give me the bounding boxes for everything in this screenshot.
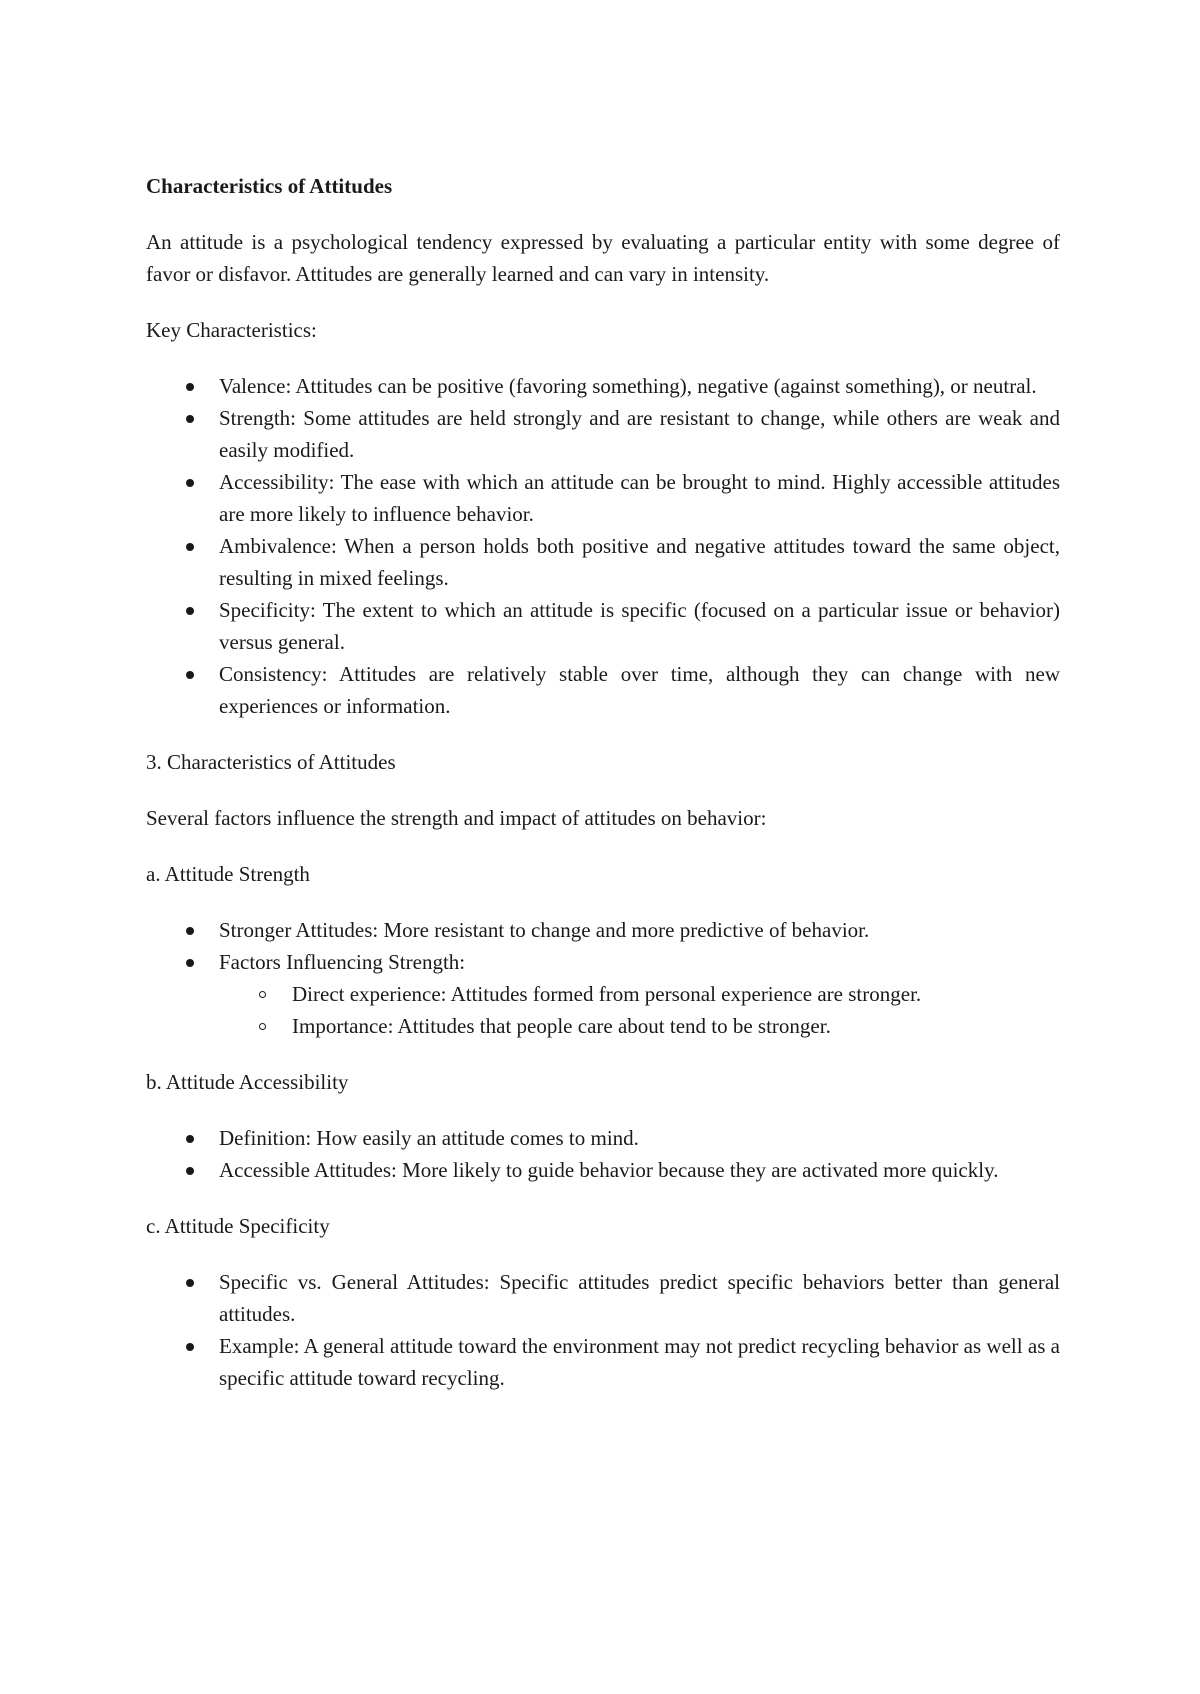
- sublist-item: Direct experience: Attitudes formed from personal experience are stronger.: [219, 978, 1060, 1010]
- attitude-accessibility-heading: b. Attitude Accessibility: [146, 1070, 349, 1094]
- key-characteristics-heading: Key Characteristics:: [146, 318, 317, 342]
- list-item: Example: A general attitude toward the environment may not predict recycling behavior as well as a specific attitude toward recycling.: [146, 1330, 1060, 1394]
- attitude-accessibility-list: [146, 1122, 1060, 1186]
- list-item: Definition: How easily an attitude comes to mind.: [146, 1122, 1060, 1154]
- list-item: Accessible Attitudes: More likely to guide behavior because they are activated more quickly.: [146, 1154, 1060, 1186]
- list-item: Ambivalence: When a person holds both positive and negative attitudes toward the same object, resulting in mixed feelings.: [146, 530, 1060, 594]
- list-item: Accessibility: The ease with which an attitude can be brought to mind. Highly accessible attitudes are more likely to influence behavior.: [146, 466, 1060, 530]
- intro-paragraph: An attitude is a psychological tendency expressed by evaluating a particular entity with some degree of favor or disfavor. Attitudes are generally learned and can vary in intensity.: [146, 230, 1060, 286]
- list-item: [146, 946, 1060, 1042]
- key-characteristics-list: [146, 370, 1060, 722]
- attitude-strength-heading: a. Attitude Strength: [146, 862, 310, 886]
- section-3-intro: Several factors influence the strength and impact of attitudes on behavior:: [146, 806, 767, 830]
- list-item: Stronger Attitudes: More resistant to change and more predictive of behavior.: [146, 914, 1060, 946]
- document-page: [146, 170, 1060, 1418]
- list-item-label: Factors Influencing Strength:: [219, 950, 466, 974]
- attitude-specificity-heading: c. Attitude Specificity: [146, 1214, 330, 1238]
- list-item: Specificity: The extent to which an attitude is specific (focused on a particular issue or behavior) versus general.: [146, 594, 1060, 658]
- list-item: Strength: Some attitudes are held strongly and are resistant to change, while others are weak and easily modified.: [146, 402, 1060, 466]
- sublist-item: Importance: Attitudes that people care about tend to be stronger.: [219, 1010, 1060, 1042]
- attitude-specificity-list: [146, 1266, 1060, 1394]
- document-title: Characteristics of Attitudes: [146, 174, 393, 198]
- list-item: Consistency: Attitudes are relatively stable over time, although they can change with new experiences or information.: [146, 658, 1060, 722]
- section-3-heading: 3. Characteristics of Attitudes: [146, 750, 396, 774]
- list-item: Specific vs. General Attitudes: Specific attitudes predict specific behaviors better than general attitudes.: [146, 1266, 1060, 1330]
- list-item: Valence: Attitudes can be positive (favoring something), negative (against something), or neutral.: [146, 370, 1060, 402]
- attitude-strength-list: [146, 914, 1060, 1042]
- strength-factors-sublist: [219, 978, 1060, 1042]
